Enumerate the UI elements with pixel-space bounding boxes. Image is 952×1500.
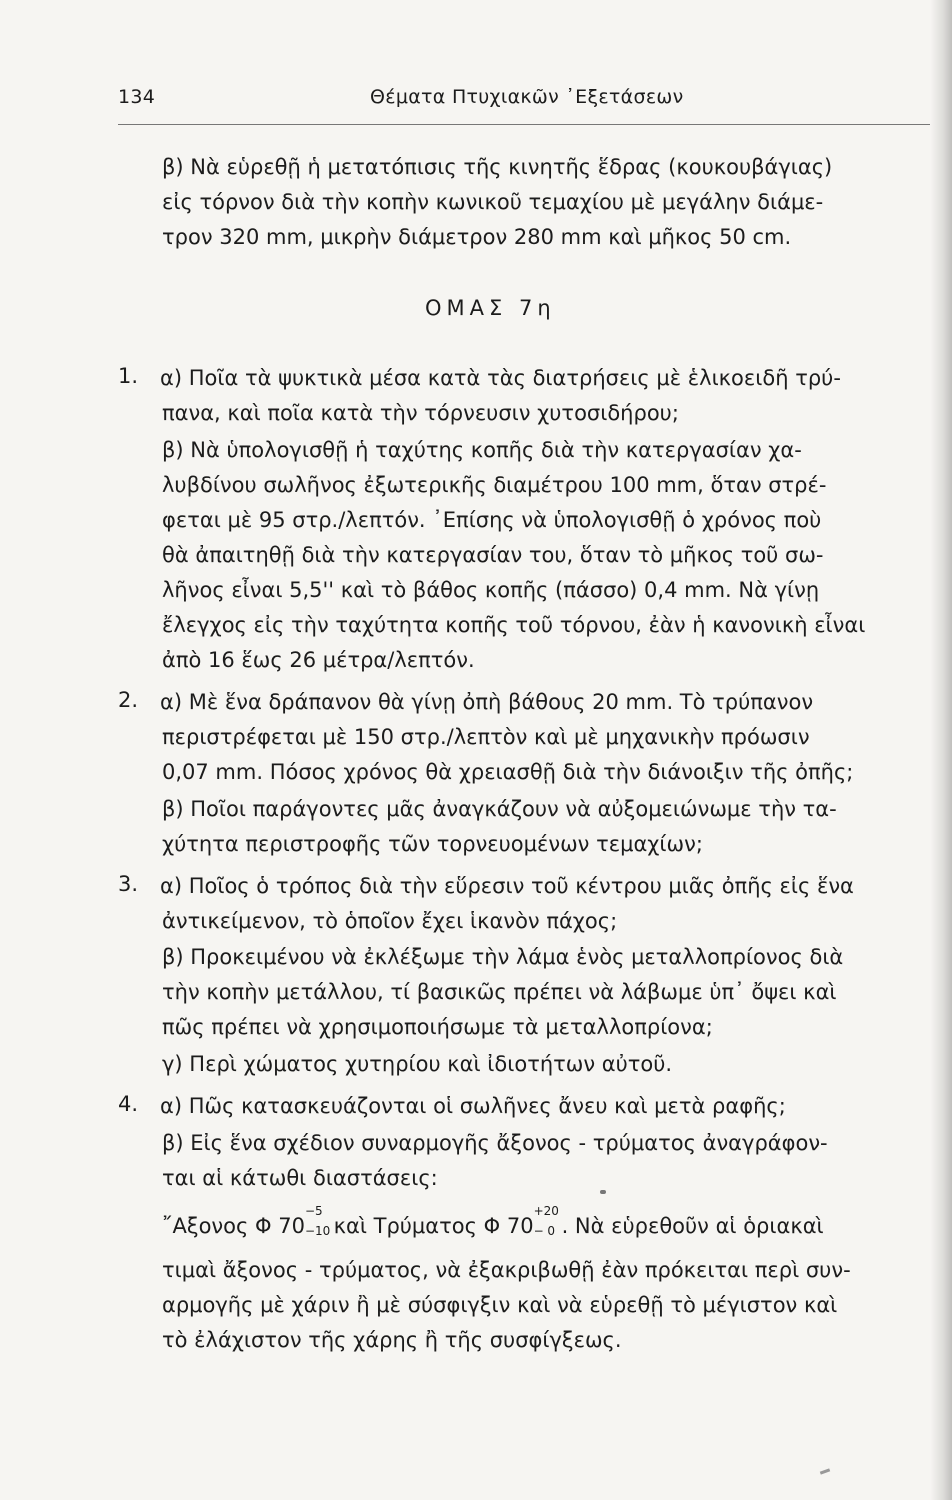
page-edge-shadow — [930, 0, 952, 1500]
question-line: χύτητα περιστροφῆς τῶν τορνευομένων τεμαχίων; — [162, 832, 703, 856]
question-line: ἀντικείμενον, τὸ ὁποῖον ἔχει ἱκανὸν πάχος; — [162, 909, 618, 933]
question-line: αρμογῆς μὲ χάριν ἢ μὲ σύσφιγξιν καὶ νὰ εὑρεθῇ τὸ μέγιστον καὶ — [162, 1293, 838, 1317]
tolerance-formula — [162, 1204, 824, 1241]
ink-speck — [820, 1468, 830, 1474]
question-number: 1. — [118, 364, 139, 388]
question-line: λῆνος εἶναι 5,5'' καὶ τὸ βάθος κοπῆς (πάσσο) 0,4 mm. Νὰ γίνῃ — [162, 578, 820, 602]
question-line: τὸ ἐλάχιστον τῆς χάρης ἢ τῆς συσφίγξεως. — [162, 1328, 622, 1352]
question-line: τιμαὶ ἄξονος - τρύματος, νὰ ἐξακριβωθῇ ἐὰν πρόκειται περὶ συν- — [162, 1258, 851, 1282]
question-number: 3. — [118, 872, 139, 896]
running-title: Θέματα Πτυχιακῶν ᾿Εξετάσεων — [370, 86, 684, 108]
question-number: 4. — [118, 1092, 139, 1116]
question-line: πανα, καὶ ποῖα κατὰ τὴν τόρνευσιν χυτοσιδήρου; — [162, 401, 679, 425]
question-line: α) Πῶς κατασκευάζονται οἱ σωλῆνες ἄνευ καὶ μετὰ ραφῆς; — [160, 1094, 786, 1118]
header-rule — [118, 124, 930, 125]
question-line: τὴν κοπὴν μετάλλου, τί βασικῶς πρέπει νὰ λάβωμε ὑπ᾿ ὄψει καὶ — [162, 980, 837, 1004]
shaft-tolerance — [304, 1204, 331, 1238]
hole-lower-deviation: − 0 — [533, 1224, 556, 1238]
question-line: 0,07 mm. Πόσος χρόνος θὰ χρειασθῇ διὰ τὴν διάνοιξιν τῆς ὀπῆς; — [162, 760, 854, 784]
question-line: ται αἱ κάτωθι διαστάσεις: — [162, 1166, 438, 1190]
hole-tolerance — [533, 1204, 562, 1238]
hole-upper-deviation: +20 — [533, 1204, 559, 1218]
question-line: φεται μὲ 95 στρ./λεπτόν. ᾿Επίσης νὰ ὑπολογισθῇ ὁ χρόνος ποὺ — [162, 508, 822, 532]
page-number: 134 — [118, 86, 156, 108]
question-line: περιστρέφεται μὲ 150 στρ./λεπτὸν καὶ μὲ μηχανικὴν πρόωσιν — [162, 725, 810, 749]
question-line: πῶς πρέπει νὰ χρησιμοποιήσωμε τὰ μεταλλοπρίονα; — [162, 1015, 713, 1039]
intro-line: τρον 320 mm, μικρὴν διάμετρον 280 mm καὶ μῆκος 50 cm. — [162, 225, 792, 249]
section-heading: ΟΜΑΣ 7η — [425, 296, 556, 320]
question-line: β) Εἰς ἕνα σχέδιον συναρμογῆς ἄξονος - τρύματος ἀναγράφον- — [162, 1131, 828, 1155]
intro-line: εἰς τόρνον διὰ τὴν κοπὴν κωνικοῦ τεμαχίου μὲ μεγάλην διάμε- — [162, 190, 824, 214]
ink-speck — [600, 1190, 606, 1194]
question-line: α) Ποῖος ὁ τρόπος διὰ τὴν εὕρεσιν τοῦ κέντρου μιᾶς ὀπῆς εἰς ἕνα — [160, 874, 854, 898]
question-line: α) Μὲ ἕνα δράπανον θὰ γίνῃ ὀπὴ βάθους 20 mm. Τὸ τρύπανον — [160, 690, 814, 714]
question-line: β) Ποῖοι παράγοντες μᾶς ἀναγκάζουν νὰ αὐξομειώνωμε τὴν τα- — [162, 797, 837, 821]
intro-line: β) Νὰ εὑρεθῇ ἡ μετατόπισις τῆς κινητῆς ἕδρας (κουκουβάγιας) — [162, 155, 833, 179]
question-line: θὰ ἀπαιτηθῇ διὰ τὴν κατεργασίαν του, ὅταν τὸ μῆκος τοῦ σω- — [162, 543, 824, 567]
shaft-lower-deviation: −10 — [304, 1224, 331, 1238]
question-line: α) Ποῖα τὰ ψυκτικὰ μέσα κατὰ τὰς διατρήσεις μὲ ἑλικοειδῆ τρύ- — [160, 366, 841, 390]
formula-tail: . Νὰ εὑρεθοῦν αἱ ὁριακαὶ — [561, 1214, 824, 1238]
question-line: β) Νὰ ὑπολογισθῇ ἡ ταχύτης κοπῆς διὰ τὴν κατεργασίαν χα- — [162, 438, 802, 462]
question-line: ἔλεγχος εἰς τὴν ταχύτητα κοπῆς τοῦ τόρνου, ἐὰν ἡ κανονικὴ εἶναι — [162, 613, 866, 637]
running-header — [118, 86, 918, 116]
question-line: λυβδίνου σωλῆνος ἐξωτερικῆς διαμέτρου 100 mm, ὅταν στρέ- — [162, 473, 827, 497]
question-line: ἀπὸ 16 ἕως 26 μέτρα/λεπτόν. — [162, 648, 475, 672]
question-line: γ) Περὶ χώματος χυτηρίου καὶ ἰδιοτήτων αὐτοῦ. — [162, 1052, 673, 1076]
shaft-upper-deviation: −5 — [304, 1204, 323, 1218]
shaft-dimension: ῎Αξονος Φ 70 — [162, 1214, 305, 1238]
question-line: β) Προκειμένου νὰ ἐκλέξωμε τὴν λάμα ἑνὸς μεταλλοπρίονος διὰ — [162, 945, 844, 969]
question-number: 2. — [118, 688, 139, 712]
hole-dimension: καὶ Τρύματος Φ 70 — [333, 1214, 534, 1238]
